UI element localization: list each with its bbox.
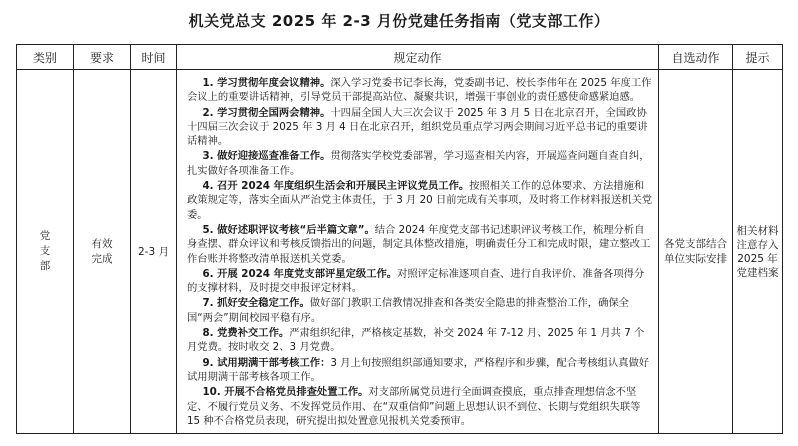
- item-heading: 3. 做好迎接巡查准备工作。: [202, 150, 331, 163]
- item-body: 3 月上旬按照组织部通知要求，严格程序和步骤，配合考核组认真做好试用期满干部考核各项工作。: [187, 356, 650, 383]
- item-heading: 7. 抓好安全稳定工作。: [202, 297, 310, 310]
- header-time: 时间: [131, 45, 177, 70]
- item-body: 贯彻落实学校党委部署，学习巡查相关内容，开展巡查问题自查自纠，扎实做好各项准备工作。: [187, 150, 650, 177]
- item-body: 对照评定标准逐项自查、进行自我评价、准备各项得分的支撑材料，及时提交申报评定材料。: [187, 267, 645, 295]
- task-table: [16, 44, 783, 434]
- cell-time: 2-3 月: [131, 70, 177, 434]
- cell-requirement: [74, 70, 131, 434]
- document-title: 机关党总支 2025 年 2-3 月份党建任务指南（党支部工作）: [188, 12, 610, 30]
- item-body: 对支部所属党员进行全面调查摸底，重点排查理想信念不坚定、不履行党员义务、不发挥党员作用、在“双重信仰”问题上思想认识不到位、长期与党组织失联等 15 种不合格党员表现，研究提出拟处置意见报机关党委预审。: [187, 386, 641, 427]
- item-heading: 8. 党费补交工作。: [202, 327, 290, 340]
- list-item: [187, 149, 654, 178]
- list-item: [187, 267, 654, 296]
- item-body: 深入学习党委书记李长海，党委副书记、校长李伟年在 2025 年度工作会议上的重要讲话精神，引导党员干部提高站位、凝聚共识，增强干事创业的责任感使命感紧迫感。: [187, 77, 652, 104]
- item-body: 做好部门教职工信教情况排查和各类安全隐患的排查整治工作，确保全国“两会”期间校园平稳有序。: [187, 297, 629, 324]
- item-heading: 6. 开展 2024 年度党支部评星定级工作。: [202, 267, 398, 280]
- header-optional: 自选动作: [659, 45, 733, 70]
- list-item: [187, 76, 654, 105]
- item-heading: 5. 做好述职评议考核“后半篇文章”。: [202, 223, 375, 236]
- item-body: 按照相关工作的总体要求、方法措施和政策规定等，落实全面从严治党主体责任，于 3 月 20 日前完成有关事项，及时将工作材料报送机关党委。: [187, 180, 653, 221]
- item-heading: 2. 学习贯彻全国两会精神。: [202, 106, 331, 119]
- category-text: 党支部: [39, 230, 51, 273]
- list-item: [187, 385, 654, 428]
- cell-optional: [659, 70, 733, 434]
- tips-text: 相关材料注意存入 2025 年党建档案: [736, 224, 779, 279]
- item-heading: 9. 试用期满干部考核工作：: [202, 356, 331, 369]
- list-item: [187, 326, 654, 355]
- item-body: 严肃组织纪律，严格核定基数，补交 2024 年 7-12 月、2025 年 1 月共 7 个月党费。按时收交 2、3 月党费。: [187, 327, 645, 354]
- optional-text: 各党支部结合单位实际安排: [664, 237, 727, 265]
- header-tips: 提示: [733, 45, 783, 70]
- item-body: 结合 2024 年度党支部书记述职评议考核工作，梳理分析自身查摆、群众评议和考核反馈指出的问题，制定具体整改措施，明确责任分工和完成时限，建立整改工作台账并将整改清单报送机关党委。: [187, 223, 651, 265]
- item-body: 十四届全国人大三次会议于 2025 年 3 月 5 日在北京召开，全国政协十四届三次会议于 2025 年 3 月 4 日在北京召开，组织党员重点学习两会期间习近平总书记的重要讲话精神。: [187, 106, 648, 148]
- item-heading: 4. 召开 2024 年度组织生活会和开展民主评议党员工作。: [202, 180, 470, 193]
- table-header-row: [17, 45, 783, 70]
- cell-category: [17, 70, 74, 434]
- list-item: [187, 296, 654, 325]
- item-heading: 1. 学习贯彻年度会议精神。: [202, 77, 331, 89]
- list-item: [187, 223, 654, 266]
- header-requirement: 要求: [74, 45, 131, 70]
- list-item: [187, 106, 654, 149]
- cell-actions: [177, 70, 659, 434]
- table-row: [17, 70, 783, 434]
- list-item: [187, 179, 654, 222]
- list-item: [187, 356, 654, 385]
- header-category: 类别: [17, 45, 74, 70]
- item-heading: 10. 开展不合格党员排查处置工作。: [202, 386, 369, 399]
- cell-tips: [733, 70, 783, 434]
- requirement-text: 有效完成: [91, 237, 113, 265]
- header-actions: 规定动作: [177, 45, 659, 70]
